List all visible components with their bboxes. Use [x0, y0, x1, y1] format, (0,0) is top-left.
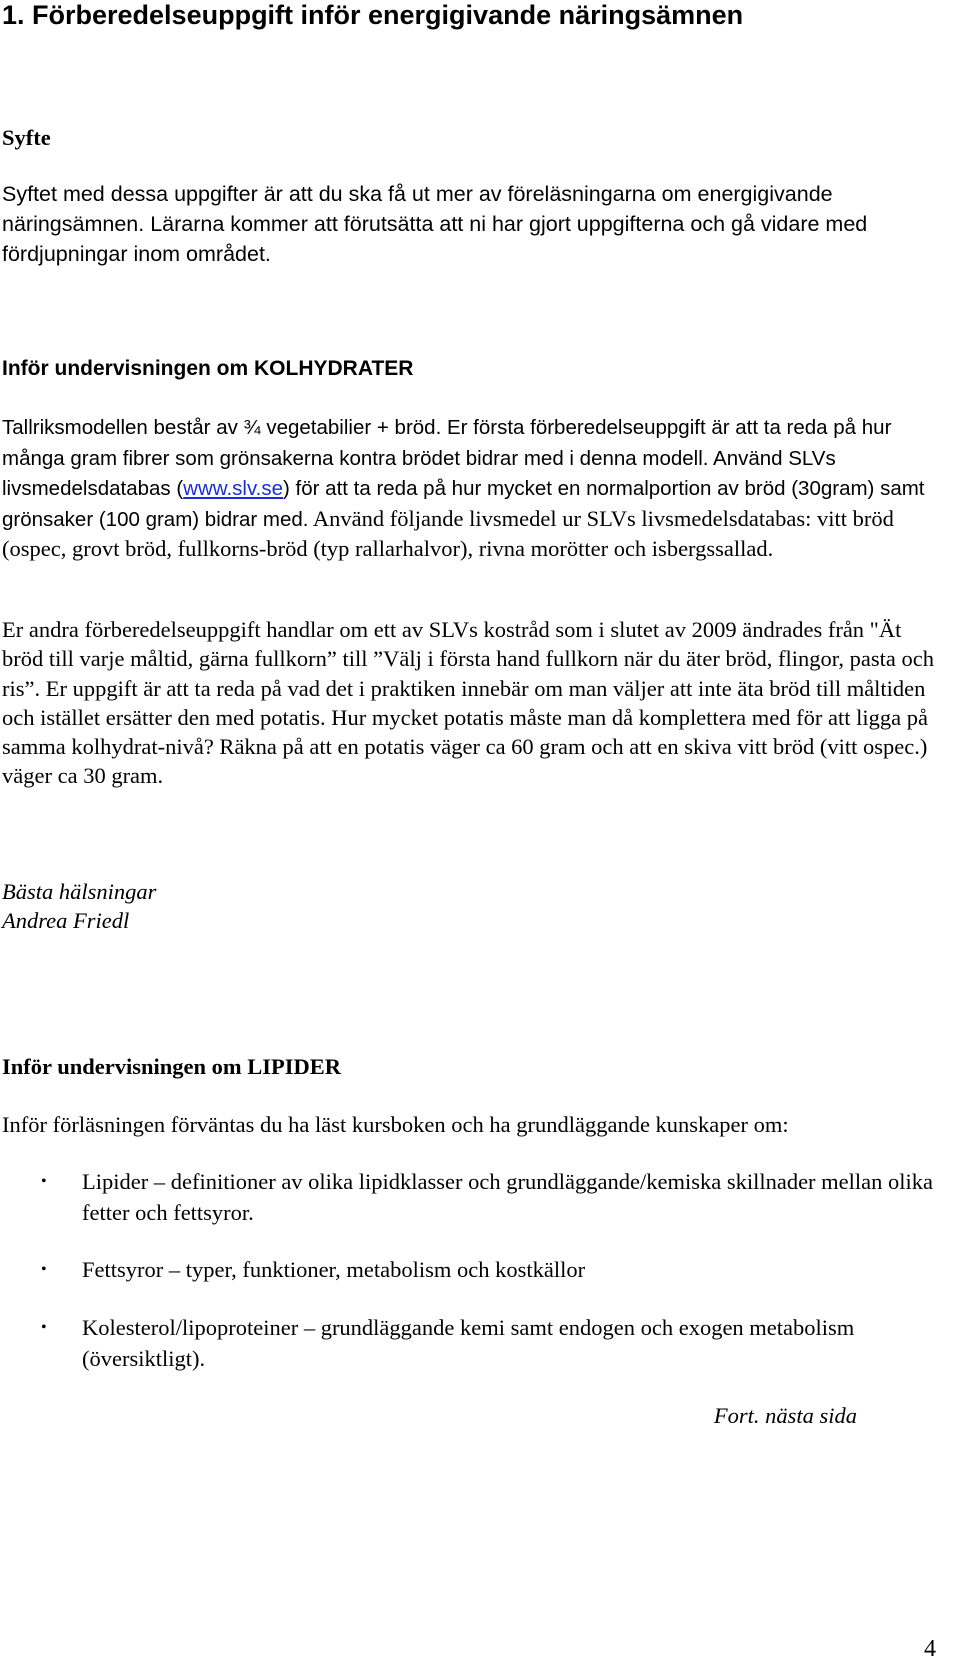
- syfte-paragraph: Syftet med dessa uppgifter är att du ska få ut mer av föreläsningarna om energigivande näringsämnen. Lärarna kommer att förutsätta att ni har gjort uppgifterna och gå vidare med fördjupningar inom området.: [2, 182, 868, 266]
- continue-next-page-note: Fort. nästa sida: [713, 1403, 857, 1428]
- list-item-text: Lipider – definitioner av olika lipidklasser och grundläggande/kemiska skillnader mellan olika fetter och fettsyror.: [82, 1169, 934, 1225]
- list-item: [2, 1166, 940, 1228]
- signature-name: Andrea Friedl: [2, 908, 130, 933]
- lipider-topic-list: [2, 1166, 940, 1376]
- syfte-heading: Syfte: [2, 125, 51, 150]
- bullet-icon: •: [41, 1261, 47, 1278]
- list-item-text: Fettsyror – typer, funktioner, metabolism och kostkällor: [82, 1257, 586, 1282]
- signature-greeting: Bästa hälsningar: [2, 879, 157, 904]
- list-item: [2, 1254, 940, 1285]
- lipider-heading: Inför undervisningen om LIPIDER: [2, 1054, 342, 1079]
- page-title: 1. Förberedelseuppgift inför energigivande näringsämnen: [2, 0, 744, 30]
- page-number: 4: [924, 1636, 936, 1662]
- kolhydrater-paragraph-2: Er andra förberedelseuppgift handlar om ett av SLVs kostråd som i slutet av 2009 ändrades från "Ät bröd till varje måltid, gärna fullkorn” till ”Välj i första hand fullkorn när du äter bröd, flingor, pasta och ris”. Er uppgift är att ta reda på vad det i praktiken innebär om man väljer att inte äta bröd till måltiden och istället ersätter den med potatis. Hur mycket potatis måste man då komplettera med för att ligga på samma kolhydrat-nivå? Räkna på att en potatis väger ca 60 gram och att en skiva vitt bröd (vitt ospec.) väger ca 30 gram.: [2, 617, 934, 789]
- signature-block: [2, 877, 940, 935]
- slv-link[interactable]: www.slv.se: [183, 477, 284, 500]
- list-item-text: Kolesterol/lipoproteiner – grundläggande kemi samt endogen och exogen metabolism (översiktligt).: [82, 1315, 855, 1371]
- bullet-icon: •: [41, 1319, 47, 1336]
- kolhydrater-paragraph-1: [2, 412, 940, 564]
- list-item: [2, 1312, 940, 1374]
- task-one-text: Er första förberedelseuppgift är att ta reda på hur många gram fibrer som grönsakerna kontra brödet bidrar med i denna modell. Använd SLVs livsmedelsdatabas (: [2, 416, 892, 500]
- food-list-text: Använd följande livsmedel ur SLVs livsmedelsdatabas: vitt bröd (ospec, grovt bröd, fullkorns-bröd (typ rallarhalvor), rivna morötter och isbergssallad.: [2, 505, 894, 561]
- lipider-intro: Inför förläsningen förväntas du ha läst kursboken och ha grundläggande kunskaper om:: [2, 1112, 789, 1137]
- bullet-icon: •: [41, 1173, 47, 1190]
- tallriksmodellen-text: Tallriksmodellen består av ¾ vegetabilier + bröd.: [2, 416, 442, 439]
- kolhydrater-heading: Inför undervisningen om KOLHYDRATER: [2, 357, 414, 380]
- task-one-text-cont: ) för att ta reda på hur mycket en normalportion av bröd (30gram) samt grönsaker (100 gram) bidrar med.: [2, 477, 925, 531]
